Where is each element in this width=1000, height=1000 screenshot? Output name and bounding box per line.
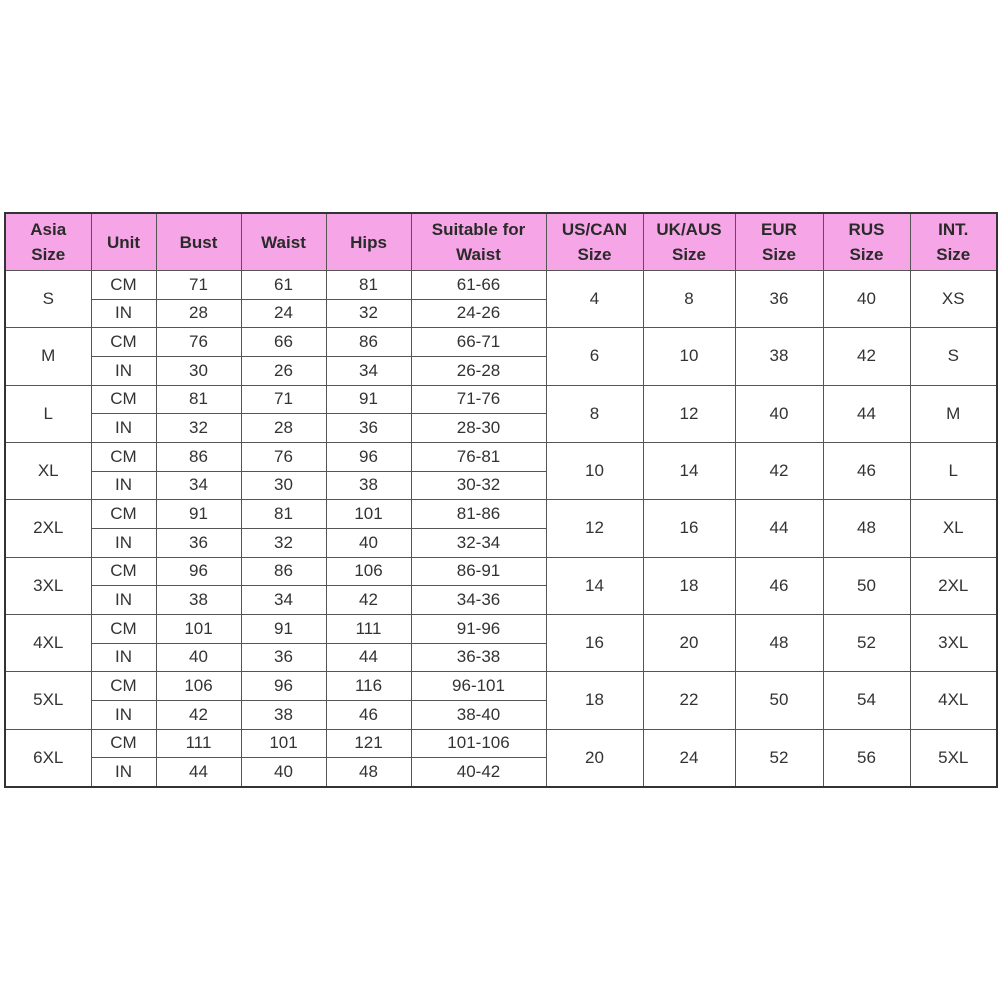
waist-cm-cell: 96: [241, 672, 326, 701]
rus-size-cell: 46: [823, 442, 910, 499]
unit-cell: IN: [91, 356, 156, 385]
suitable-waist-cm-cell: 71-76: [411, 385, 546, 414]
hips-in-cell: 46: [326, 700, 411, 729]
us-can-size-cell: 14: [546, 557, 643, 614]
hips-in-cell: 34: [326, 356, 411, 385]
header-waist-line: Waist: [261, 232, 306, 252]
table-row: [5, 672, 997, 701]
bust-in-cell: 32: [156, 414, 241, 443]
header-unit: [91, 213, 156, 271]
int-size-cell: S: [910, 328, 997, 385]
header-bust: [156, 213, 241, 271]
hips-cm-cell: 96: [326, 442, 411, 471]
waist-cm-cell: 81: [241, 500, 326, 529]
bust-in-cell: 34: [156, 471, 241, 500]
bust-cm-cell: 96: [156, 557, 241, 586]
bust-cm-cell: 91: [156, 500, 241, 529]
hips-in-cell: 40: [326, 528, 411, 557]
uk-aus-size-cell: 12: [643, 385, 735, 442]
header-int-size-line: INT.: [938, 220, 969, 239]
us-can-size-cell: 6: [546, 328, 643, 385]
waist-cm-cell: 76: [241, 442, 326, 471]
hips-in-cell: 32: [326, 299, 411, 328]
header-rus-size-line: RUS: [848, 220, 885, 239]
waist-cm-cell: 101: [241, 729, 326, 758]
suitable-waist-cm-cell: 76-81: [411, 442, 546, 471]
asia-size-cell: 2XL: [5, 500, 91, 557]
us-can-size-cell: 12: [546, 500, 643, 557]
table-body: [5, 271, 997, 788]
rus-size-cell: 48: [823, 500, 910, 557]
rus-size-cell: 40: [823, 271, 910, 328]
waist-in-cell: 38: [241, 700, 326, 729]
bust-in-cell: 36: [156, 528, 241, 557]
unit-cell: CM: [91, 614, 156, 643]
hips-cm-cell: 121: [326, 729, 411, 758]
us-can-size-cell: 10: [546, 442, 643, 499]
hips-in-cell: 44: [326, 643, 411, 672]
uk-aus-size-cell: 24: [643, 729, 735, 787]
table-row: [5, 442, 997, 471]
eur-size-cell: 46: [735, 557, 823, 614]
suitable-waist-in-cell: 24-26: [411, 299, 546, 328]
hips-in-cell: 38: [326, 471, 411, 500]
suitable-waist-cm-cell: 96-101: [411, 672, 546, 701]
uk-aus-size-cell: 16: [643, 500, 735, 557]
unit-cell: IN: [91, 700, 156, 729]
hips-in-cell: 48: [326, 758, 411, 787]
table-row: [5, 500, 997, 529]
table-row: [5, 557, 997, 586]
suitable-waist-cm-cell: 61-66: [411, 271, 546, 300]
int-size-cell: XL: [910, 500, 997, 557]
bust-cm-cell: 111: [156, 729, 241, 758]
bust-cm-cell: 106: [156, 672, 241, 701]
waist-cm-cell: 86: [241, 557, 326, 586]
rus-size-cell: 42: [823, 328, 910, 385]
hips-in-cell: 42: [326, 586, 411, 615]
header-row: [5, 213, 997, 271]
uk-aus-size-cell: 8: [643, 271, 735, 328]
eur-size-cell: 48: [735, 614, 823, 671]
rus-size-cell: 50: [823, 557, 910, 614]
suitable-waist-cm-cell: 86-91: [411, 557, 546, 586]
bust-in-cell: 40: [156, 643, 241, 672]
waist-cm-cell: 66: [241, 328, 326, 357]
header-int-size-line: Size: [936, 245, 971, 264]
unit-cell: CM: [91, 500, 156, 529]
asia-size-cell: 6XL: [5, 729, 91, 787]
header-uk-aus-size-line: UK/AUS: [656, 220, 722, 239]
asia-size-cell: 5XL: [5, 672, 91, 729]
waist-in-cell: 30: [241, 471, 326, 500]
int-size-cell: L: [910, 442, 997, 499]
eur-size-cell: 42: [735, 442, 823, 499]
header-hips: [326, 213, 411, 271]
suitable-waist-in-cell: 26-28: [411, 356, 546, 385]
rus-size-cell: 56: [823, 729, 910, 787]
bust-in-cell: 38: [156, 586, 241, 615]
unit-cell: IN: [91, 758, 156, 787]
uk-aus-size-cell: 14: [643, 442, 735, 499]
header-waist: [241, 213, 326, 271]
waist-cm-cell: 61: [241, 271, 326, 300]
bust-cm-cell: 71: [156, 271, 241, 300]
int-size-cell: XS: [910, 271, 997, 328]
header-eur-size: [735, 213, 823, 271]
unit-cell: IN: [91, 299, 156, 328]
asia-size-cell: M: [5, 328, 91, 385]
header-rus-size-line: Size: [849, 245, 884, 264]
table-row: [5, 729, 997, 758]
eur-size-cell: 40: [735, 385, 823, 442]
header-us-can-size: [546, 213, 643, 271]
uk-aus-size-cell: 18: [643, 557, 735, 614]
header-asia-size: [5, 213, 91, 271]
hips-cm-cell: 86: [326, 328, 411, 357]
waist-in-cell: 34: [241, 586, 326, 615]
suitable-waist-in-cell: 40-42: [411, 758, 546, 787]
table-row: [5, 614, 997, 643]
hips-cm-cell: 101: [326, 500, 411, 529]
waist-in-cell: 28: [241, 414, 326, 443]
eur-size-cell: 38: [735, 328, 823, 385]
header-eur-size-line: EUR: [761, 220, 797, 239]
suitable-waist-in-cell: 36-38: [411, 643, 546, 672]
header-us-can-size-line: Size: [577, 245, 612, 264]
waist-cm-cell: 71: [241, 385, 326, 414]
unit-cell: IN: [91, 643, 156, 672]
bust-in-cell: 42: [156, 700, 241, 729]
uk-aus-size-cell: 20: [643, 614, 735, 671]
unit-cell: CM: [91, 729, 156, 758]
asia-size-cell: S: [5, 271, 91, 328]
eur-size-cell: 52: [735, 729, 823, 787]
header-suitable-for-waist-line: Waist: [456, 245, 501, 264]
table-row: [5, 328, 997, 357]
header-bust-line: Bust: [179, 232, 218, 252]
hips-in-cell: 36: [326, 414, 411, 443]
header-suitable-for-waist-line: Suitable for: [431, 220, 526, 239]
bust-cm-cell: 101: [156, 614, 241, 643]
rus-size-cell: 54: [823, 672, 910, 729]
asia-size-cell: 3XL: [5, 557, 91, 614]
uk-aus-size-cell: 22: [643, 672, 735, 729]
us-can-size-cell: 4: [546, 271, 643, 328]
unit-cell: CM: [91, 271, 156, 300]
suitable-waist-in-cell: 28-30: [411, 414, 546, 443]
suitable-waist-in-cell: 38-40: [411, 700, 546, 729]
asia-size-cell: XL: [5, 442, 91, 499]
waist-in-cell: 36: [241, 643, 326, 672]
suitable-waist-cm-cell: 101-106: [411, 729, 546, 758]
header-hips-line: Hips: [350, 232, 387, 252]
unit-cell: CM: [91, 672, 156, 701]
unit-cell: CM: [91, 442, 156, 471]
int-size-cell: 5XL: [910, 729, 997, 787]
table-row: [5, 385, 997, 414]
int-size-cell: 4XL: [910, 672, 997, 729]
unit-cell: CM: [91, 385, 156, 414]
waist-in-cell: 26: [241, 356, 326, 385]
table-header: [5, 213, 997, 271]
rus-size-cell: 44: [823, 385, 910, 442]
header-eur-size-line: Size: [761, 245, 797, 264]
int-size-cell: M: [910, 385, 997, 442]
eur-size-cell: 36: [735, 271, 823, 328]
hips-cm-cell: 81: [326, 271, 411, 300]
header-int-size: [910, 213, 997, 271]
waist-in-cell: 40: [241, 758, 326, 787]
waist-in-cell: 24: [241, 299, 326, 328]
size-chart-table: [4, 212, 998, 788]
bust-in-cell: 28: [156, 299, 241, 328]
int-size-cell: 2XL: [910, 557, 997, 614]
unit-cell: IN: [91, 414, 156, 443]
suitable-waist-cm-cell: 81-86: [411, 500, 546, 529]
unit-cell: IN: [91, 471, 156, 500]
suitable-waist-in-cell: 34-36: [411, 586, 546, 615]
waist-cm-cell: 91: [241, 614, 326, 643]
bust-cm-cell: 76: [156, 328, 241, 357]
us-can-size-cell: 20: [546, 729, 643, 787]
suitable-waist-in-cell: 32-34: [411, 528, 546, 557]
unit-cell: CM: [91, 557, 156, 586]
int-size-cell: 3XL: [910, 614, 997, 671]
bust-cm-cell: 81: [156, 385, 241, 414]
waist-in-cell: 32: [241, 528, 326, 557]
eur-size-cell: 50: [735, 672, 823, 729]
suitable-waist-in-cell: 30-32: [411, 471, 546, 500]
hips-cm-cell: 91: [326, 385, 411, 414]
suitable-waist-cm-cell: 66-71: [411, 328, 546, 357]
hips-cm-cell: 106: [326, 557, 411, 586]
suitable-waist-cm-cell: 91-96: [411, 614, 546, 643]
asia-size-cell: L: [5, 385, 91, 442]
unit-cell: CM: [91, 328, 156, 357]
header-rus-size: [823, 213, 910, 271]
header-uk-aus-size-line: Size: [671, 245, 707, 264]
header-us-can-size-line: US/CAN: [561, 220, 628, 239]
bust-in-cell: 44: [156, 758, 241, 787]
table-row: [5, 271, 997, 300]
unit-cell: IN: [91, 586, 156, 615]
us-can-size-cell: 18: [546, 672, 643, 729]
header-suitable-for-waist: [411, 213, 546, 271]
rus-size-cell: 52: [823, 614, 910, 671]
bust-cm-cell: 86: [156, 442, 241, 471]
header-asia-size-line: Asia: [30, 220, 67, 239]
hips-cm-cell: 111: [326, 614, 411, 643]
us-can-size-cell: 16: [546, 614, 643, 671]
unit-cell: IN: [91, 528, 156, 557]
hips-cm-cell: 116: [326, 672, 411, 701]
header-uk-aus-size: [643, 213, 735, 271]
eur-size-cell: 44: [735, 500, 823, 557]
header-unit-line: Unit: [106, 232, 141, 252]
us-can-size-cell: 8: [546, 385, 643, 442]
uk-aus-size-cell: 10: [643, 328, 735, 385]
bust-in-cell: 30: [156, 356, 241, 385]
asia-size-cell: 4XL: [5, 614, 91, 671]
header-asia-size-line: Size: [31, 245, 66, 264]
